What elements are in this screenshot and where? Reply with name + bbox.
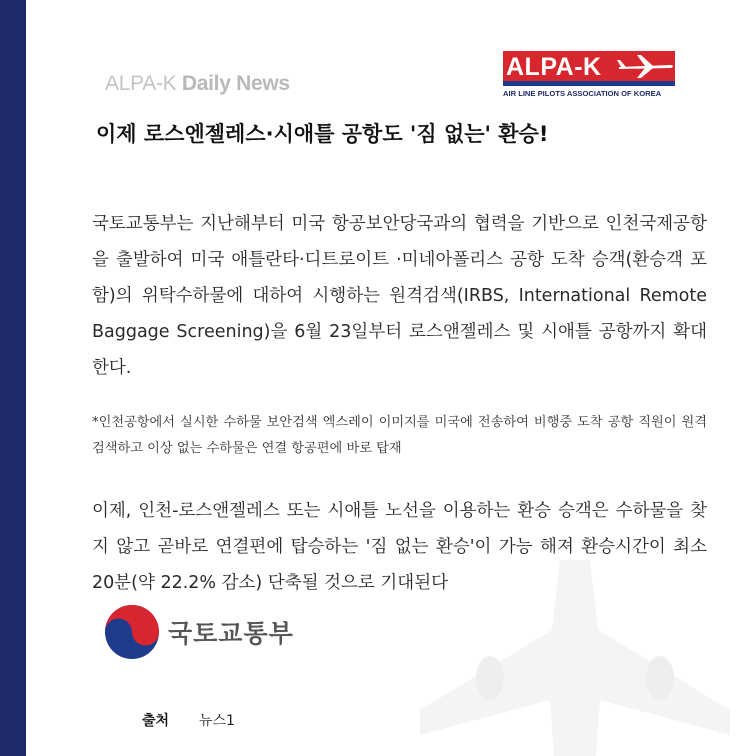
brand-title	[105, 72, 290, 96]
article-paragraph-1: 국토교통부는 지난해부터 미국 항공보안당국과의 협력을 기반으로 인천국제공항을 출발하여 미국 애틀란타·디트로이트 ·미네아폴리스 공항 도착 승객(환승객 포함)의 위탁수하물에 대하여 시행하는 원격검색(IRBS, International Remote Baggage Screening)을 6월 23일부터 로스앤젤레스 및 시애틀 공항까지 확대한다.	[92, 214, 707, 378]
airplane-watermark-icon	[420, 560, 730, 756]
left-accent-bar	[0, 0, 26, 756]
brand-light: ALPA-K	[105, 72, 182, 95]
article-footnote: *인천공항에서 실시한 수하물 보안검색 엑스레이 이미지를 미국에 전송하여 비행중 도착 공항 직원이 원격 검색하고 이상 없는 수하물은 연결 항공편에 바로 탑재	[92, 415, 707, 456]
source-value: 뉴스1	[199, 713, 235, 729]
brand-bold: Daily News	[181, 72, 290, 95]
ministry-name: 국토교통부	[168, 619, 294, 648]
airplane-icon	[615, 51, 677, 81]
source-label: 출처	[142, 713, 170, 729]
ministry-emblem-icon	[104, 604, 160, 660]
article-paragraph-2: 이제, 인천-로스앤젤레스 또는 시애틀 노선을 이용하는 환승 승객은 수하물을 찾지 않고 곧바로 연결편에 탑승하는 '짐 없는 환승'이 가능 해져 환승시간이 최소20분(약 22.2% 감소) 단축될 것으로 기대된다	[92, 501, 707, 593]
logo-subtitle: AIR LINE PILOTS ASSOCIATION OF KOREA	[503, 89, 662, 98]
article-headline: 이제 로스엔젤레스·시애틀 공항도 '짐 없는' 환승!	[96, 122, 549, 146]
logo-text: ALPA-K	[506, 53, 602, 81]
alpa-k-logo	[503, 51, 677, 101]
